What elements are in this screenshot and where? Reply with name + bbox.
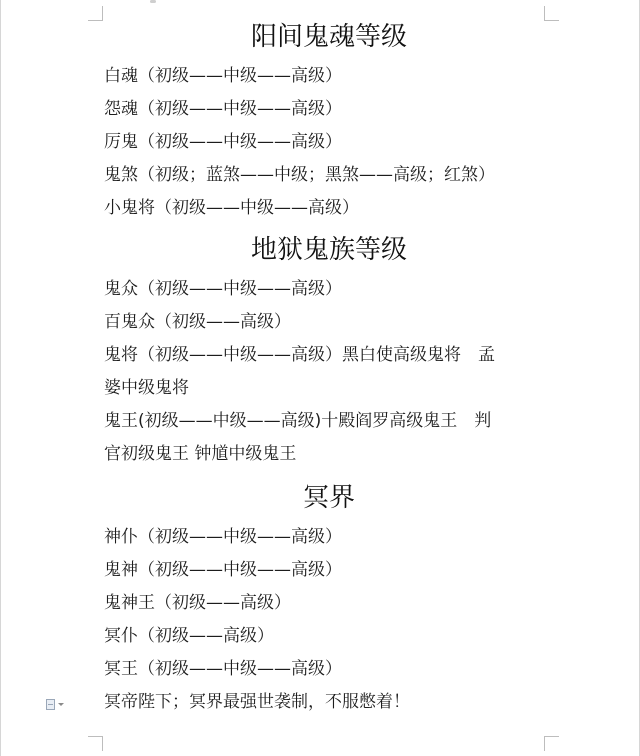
text-line: 鬼神王（初级——高级） [104,593,291,613]
section-heading: 冥界 [302,483,355,513]
text-line: 鬼众（初级——中级——高级） [104,279,342,299]
section-heading: 阳间鬼魂等级 [250,22,407,52]
section-heading: 地狱鬼族等级 [250,235,407,265]
margin-corner-bottom-right [544,736,559,751]
text-line: 怨魂（初级——中级——高级） [104,99,342,119]
text-line: 鬼神（初级——中级——高级） [104,560,342,580]
text-line: 官初级鬼王 钟馗中级鬼王 [104,444,297,464]
text-line: 鬼煞（初级；蓝煞——中级；黑煞——高级；红煞） [104,165,495,185]
text-line: 神仆（初级——中级——高级） [104,527,342,547]
text-line: 婆中级鬼将 [104,378,189,398]
margin-corner-top-left [88,6,103,21]
text-line: 冥仆（初级——高级） [104,626,274,646]
text-line: 鬼王(初级——中级——高级)十殿阎罗高级鬼王 判 [104,411,492,431]
text-line: 鬼将（初级——中级——高级）黑白使高级鬼将 孟 [104,345,495,365]
text-line: 冥帝陛下；冥界最强世袭制，不服憋着！ [104,692,410,712]
text-line: 百鬼众（初级——高级） [104,312,291,332]
text-line: 小鬼将（初级——中级——高级） [104,198,359,218]
chevron-down-icon [58,703,64,706]
margin-corner-bottom-left [88,736,103,751]
ruler-marker [150,0,156,3]
text-line: 厉鬼（初级——中级——高级） [104,132,342,152]
document-icon[interactable] [46,697,68,711]
document-body[interactable] [104,14,554,719]
text-line: 白魂（初级——中级——高级） [104,66,342,86]
paragraph-sheet-icon [46,699,55,710]
text-line: 冥王（初级——中级——高级） [104,659,342,679]
